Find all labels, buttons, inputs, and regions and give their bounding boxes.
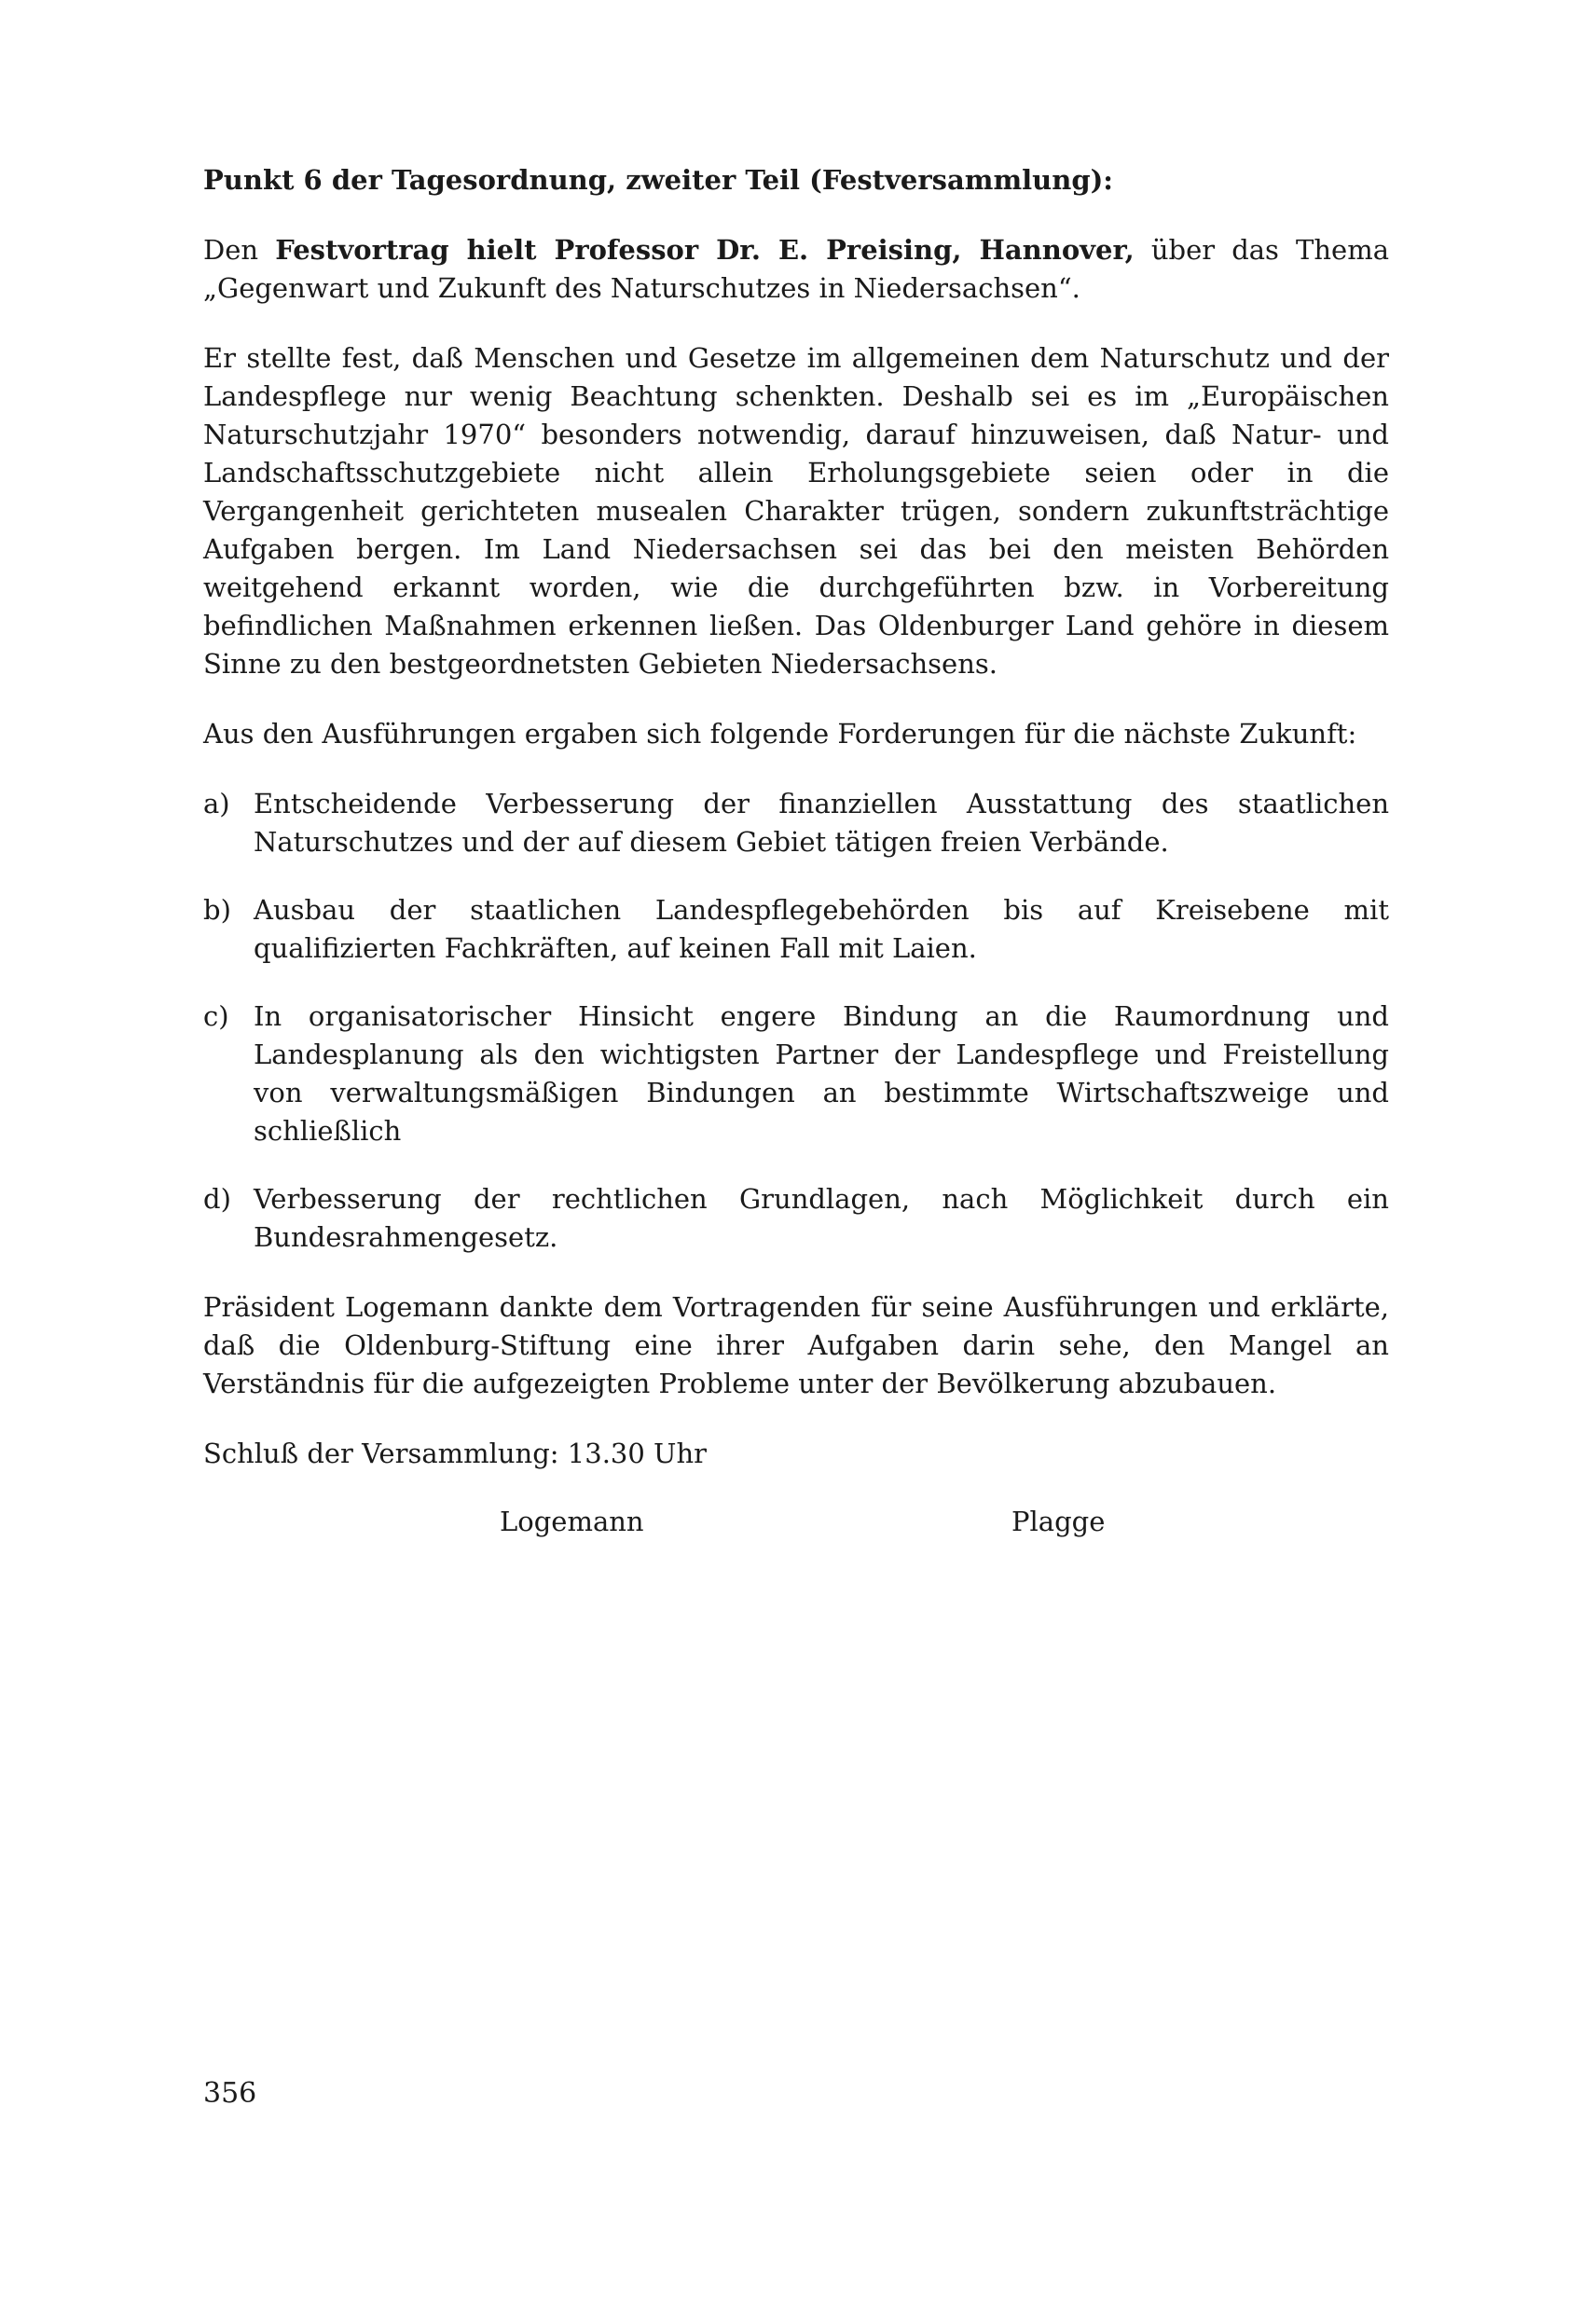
intro-text-end: über das Thema „Gegenwart und Zukunft des Naturschutzes in Niedersachsen“. xyxy=(203,234,1390,304)
list-item-text: Entscheidende Verbesserung der finanziellen Ausstattung des staatlichen Naturschutzes und der auf diesem Gebiet tätigen freien Verbände. xyxy=(254,788,1389,858)
list-marker: a) xyxy=(203,788,230,819)
demands-list xyxy=(203,785,1389,1257)
page-content xyxy=(203,160,1389,1544)
list-item-text: Ausbau der staatlichen Landespflegebehörden bis auf Kreisebene mit qualifizierten Fachkräften, auf keinen Fall mit Laien. xyxy=(254,894,1389,964)
signatures xyxy=(203,1503,1389,1544)
list-item-text: Verbesserung der rechtlichen Grundlagen, nach Möglichkeit durch ein Bundesrahmengesetz. xyxy=(254,1183,1389,1253)
list-marker: b) xyxy=(203,894,231,926)
intro-speaker: Festvortrag hielt Professor Dr. E. Preising, Hannover, xyxy=(275,234,1135,266)
body-paragraph-2: Aus den Ausführungen ergaben sich folgende Forderungen für die nächste Zukunft: xyxy=(203,718,1357,750)
signature-right: Plagge xyxy=(1011,1506,1106,1537)
body-paragraph-3: Präsident Logemann dankte dem Vortragenden für seine Ausführungen und erklärte, daß die Oldenburg-Stiftung eine ihrer Aufgaben darin sehe, den Mangel an Verständnis für die aufgezeigten Probleme unter der Bevölkerung abzubauen. xyxy=(203,1291,1389,1399)
intro-paragraph xyxy=(203,231,1389,308)
page-number: 356 xyxy=(203,2077,257,2110)
section-heading: Punkt 6 der Tagesordnung, zweiter Teil (Festversammlung): xyxy=(203,164,1114,196)
signature-left: Logemann xyxy=(500,1506,644,1537)
list-item xyxy=(203,785,1389,861)
list-marker: c) xyxy=(203,1000,229,1032)
list-item xyxy=(203,891,1389,968)
closing-line: Schluß der Versammlung: 13.30 Uhr xyxy=(203,1438,708,1469)
list-item-text: In organisatorischer Hinsicht engere Bindung an die Raumordnung und Landesplanung als den wichtigsten Partner der Landespflege und Freistellung von verwaltungsmäßigen Bindungen an bestimmte Wirtschaftszweige und schließlich xyxy=(254,1000,1389,1147)
list-item xyxy=(203,998,1389,1150)
list-item xyxy=(203,1180,1389,1257)
list-marker: d) xyxy=(203,1183,231,1215)
body-paragraph-1: Er stellte fest, daß Menschen und Gesetze im allgemeinen dem Naturschutz und der Landespflege nur wenig Beachtung schenkten. Deshalb sei es im „Europäischen Naturschutzjahr 1970“ besonders notwendig, darauf hinzuweisen, daß Natur- und Landschaftsschutzgebiete nicht allein Erholungsgebiete seien oder in die Vergangenheit gerichteten musealen Charakter trügen, sondern zukunftsträchtige Aufgaben bergen. Im Land Niedersachsen sei das bei den meisten Behörden weitgehend erkannt worden, wie die durchgeführten bzw. in Vorbereitung befindlichen Maßnahmen erkennen ließen. Das Oldenburger Land gehöre in diesem Sinne zu den bestgeordnetsten Gebieten Niedersachsens. xyxy=(203,342,1389,680)
intro-text-start: Den xyxy=(203,234,276,266)
